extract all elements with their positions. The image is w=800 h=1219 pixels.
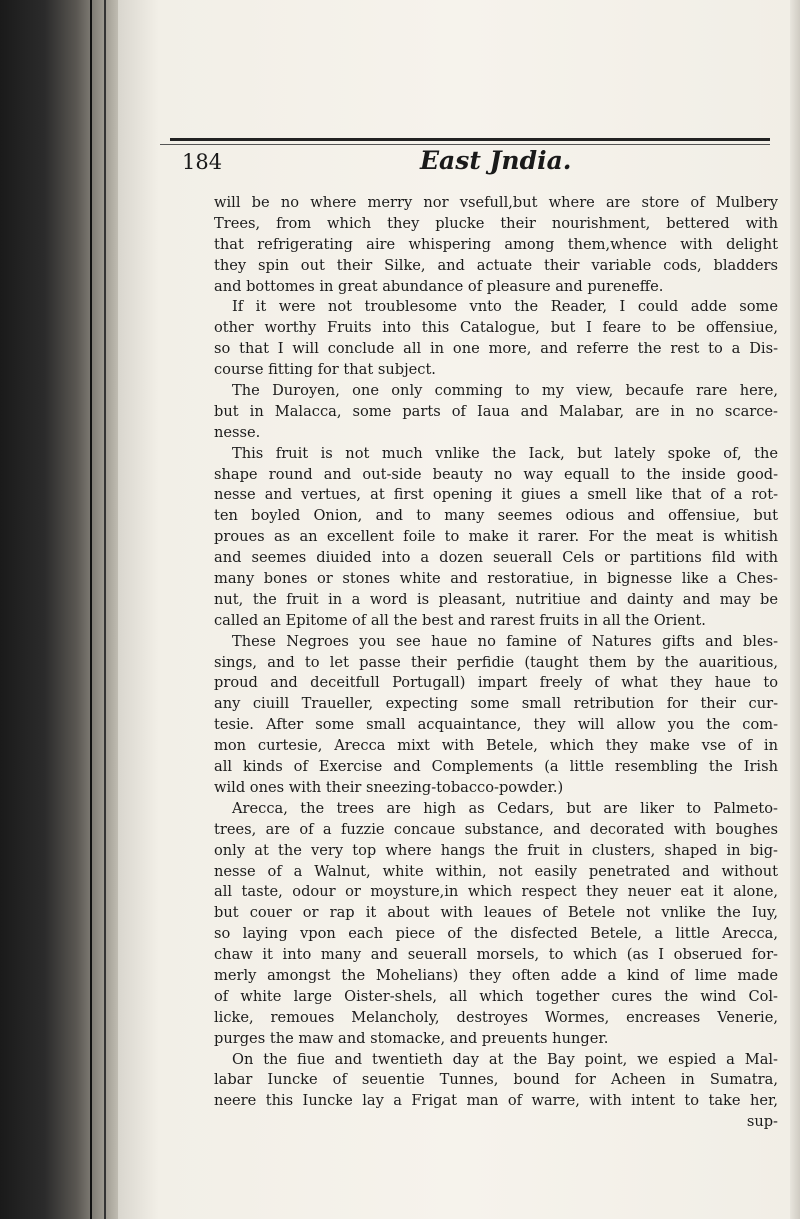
text-line: proud and deceitfull Portugall) impart freely of what they haue to: [214, 674, 778, 692]
text-line: On the fiue and twentieth day at the Bay point, we espied a Mal-: [232, 1050, 778, 1068]
text-line: all taste, odour or moysture,in which respect they neuer eat it alone,: [214, 883, 778, 901]
page-number: 184: [182, 150, 223, 174]
text-line: wild ones with their sneezing-tobacco-powder.): [214, 778, 564, 796]
text-line: Trees, from which they plucke their nourishment, bettered with: [214, 214, 778, 232]
text-line: but couer or rap it about with leaues of Betele not vnlike the Iuy,: [214, 904, 778, 922]
text-line: other worthy Fruits into this Catalogue, but I feare to be offensiue,: [214, 319, 778, 337]
text-line: all kinds of Exercise and Complements (a little resembling the Irish: [214, 758, 778, 776]
text-line: so laying vpon each piece of the disfected Betele, a little Arecca,: [214, 925, 778, 943]
body-text: [214, 193, 778, 1133]
text-line: so that I will conclude all in one more, and referre the rest to a Dis-: [214, 340, 778, 358]
text-line: If it were not troublesome vnto the Reader, I could adde some: [232, 298, 778, 316]
text-line: nesse and vertues, at first opening it giues a smell like that of a rot-: [214, 486, 778, 504]
text-line: course fitting for that subject.: [214, 361, 436, 379]
page-edge: [790, 0, 800, 1219]
text-line: nesse of a Walnut, white within, not easily penetrated and without: [214, 862, 778, 880]
header-rule: [170, 138, 770, 141]
header-rule-thin: [160, 144, 770, 145]
binding-edge-line: [90, 0, 92, 1219]
text-line: licke, remoues Melancholy, destroyes Wormes, encreases Venerie,: [214, 1008, 778, 1026]
text-line: chaw it into many and seuerall morsels, to which (as I obserued for-: [214, 946, 778, 964]
text-line: nut, the fruit in a word is pleasant, nutritiue and dainty and may be: [214, 590, 778, 608]
text-line: of white large Oister-shels, all which together cures the wind Col-: [214, 987, 778, 1005]
text-line: nesse.: [214, 423, 261, 441]
text-line: trees, are of a fuzzie concaue substance, and decorated with boughes: [214, 820, 778, 838]
text-line: These Negroes you see haue no famine of Natures gifts and bles-: [232, 632, 778, 650]
text-line: that refrigerating aire whispering among them,whence with delight: [214, 235, 778, 253]
text-line: any ciuill Traueller, expecting some small retribution for their cur-: [214, 695, 778, 713]
text-line: proues as an excellent foile to make it rarer. For the meat is whitish: [214, 528, 778, 546]
text-line: merly amongst the Mohelians) they often adde a kind of lime made: [214, 966, 778, 984]
text-line: purges the maw and stomacke, and preuents hunger.: [214, 1029, 609, 1047]
running-title: East Jndia.: [420, 146, 572, 175]
text-line: only at the very top where hangs the fruit in clusters, shaped in big-: [214, 841, 778, 859]
text-line: called an Epitome of all the best and rarest fruits in all the Orient.: [214, 611, 706, 629]
text-line: tesie. After some small acquaintance, they will allow you the com-: [214, 716, 778, 734]
text-line: neere this Iuncke lay a Frigat man of warre, with intent to take her,: [214, 1092, 778, 1110]
text-line: This fruit is not much vnlike the Iack, but lately spoke of, the: [232, 444, 778, 462]
text-line: Arecca, the trees are high as Cedars, but are liker to Palmeto-: [232, 799, 778, 817]
text-line: mon curtesie, Arecca mixt with Betele, which they make vse of in: [214, 737, 778, 755]
text-line: shape round and out-side beauty no way equall to the inside good-: [214, 465, 778, 483]
text-line: will be no where merry nor vsefull,but where are store of Mulbery: [214, 194, 778, 211]
book-binding: [0, 0, 128, 1219]
binding-edge-line: [104, 0, 106, 1219]
text-line: and bottomes in great abundance of pleasure and pureneffe.: [214, 277, 664, 295]
text-line: and seemes diuided into a dozen seuerall Cels or partitions fild with: [214, 549, 778, 567]
text-line: they spin out their Silke, and actuate their variable cods, bladders: [214, 256, 778, 274]
text-line: The Duroyen, one only comming to my view, becaufe rare here,: [232, 382, 778, 400]
text-line: but in Malacca, some parts of Iaua and Malabar, are in no scarce-: [214, 402, 778, 420]
catchword: sup-: [746, 1113, 778, 1131]
text-line: ten boyled Onion, and to many seemes odious and offensiue, but: [214, 507, 778, 525]
text-line: sings, and to let passe their perfidie (taught them by the auaritious,: [214, 653, 778, 671]
text-line: many bones or stones white and restoratiue, in bignesse like a Ches-: [214, 570, 778, 588]
text-line: labar Iuncke of seuentie Tunnes, bound for Acheen in Sumatra,: [214, 1071, 778, 1089]
